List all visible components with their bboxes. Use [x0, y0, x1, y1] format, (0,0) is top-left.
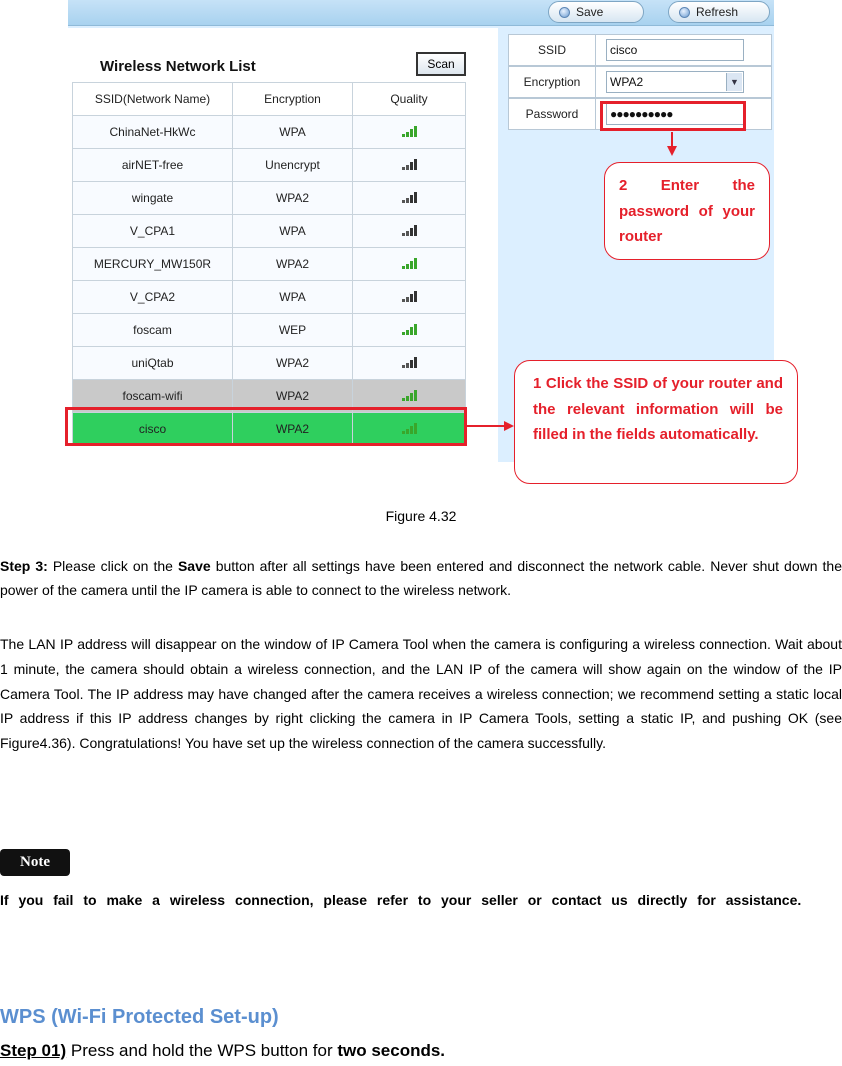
- refresh-button-label: Refresh: [696, 5, 739, 19]
- ssid-cell[interactable]: wingate: [73, 182, 233, 215]
- note-text: If you fail to make a wireless connection, please refer to your seller or contact us directly for assistance.: [0, 892, 802, 908]
- encryption-cell: WPA2: [233, 380, 353, 413]
- step3-label: Step 3:: [0, 558, 48, 574]
- ssid-label: SSID: [508, 34, 596, 66]
- encryption-cell: WPA2: [233, 347, 353, 380]
- encryption-cell: WEP: [233, 314, 353, 347]
- ssid-cell[interactable]: foscam: [73, 314, 233, 347]
- encryption-selected-value: WPA2: [610, 75, 644, 89]
- ssid-cell[interactable]: ChinaNet-HkWc: [73, 116, 233, 149]
- chevron-down-icon: ▼: [726, 73, 742, 91]
- encryption-cell: WPA2: [233, 182, 353, 215]
- scan-button[interactable]: Scan: [416, 52, 466, 76]
- wps-heading: WPS (Wi-Fi Protected Set-up): [0, 1006, 279, 1028]
- ssid-cell[interactable]: foscam-wifi: [73, 380, 233, 413]
- encryption-cell: WPA2: [233, 248, 353, 281]
- encryption-cell: WPA2: [233, 413, 353, 446]
- ssid-cell[interactable]: cisco: [73, 413, 233, 446]
- arrow-down-icon: [667, 146, 677, 156]
- ssid-cell[interactable]: airNET-free: [73, 149, 233, 182]
- wps-step01-label: Step 01): [0, 1041, 67, 1060]
- step3-text-a: Please click on the: [47, 558, 178, 574]
- note-badge: Note: [0, 849, 70, 876]
- step3-save-word: Save: [177, 558, 211, 574]
- encryption-cell: Unencrypt: [233, 149, 353, 182]
- figure-caption: Figure 4.32: [385, 508, 457, 524]
- column-header-quality: Quality: [353, 83, 466, 116]
- encryption-cell: WPA: [233, 281, 353, 314]
- ssid-cell[interactable]: V_CPA2: [73, 281, 233, 314]
- wps-step01: [0, 1041, 445, 1061]
- wps-step01-text: Press and hold the WPS button for: [66, 1041, 338, 1060]
- wps-step01-bold: two seconds.: [337, 1041, 446, 1060]
- step3-text-b: button after all settings have been entered and disconnect the network cable. Never shut down the power of the camera until the IP camera is able to connect to the wireless network.: [0, 558, 842, 598]
- encryption-label: Encryption: [508, 66, 596, 98]
- column-header-encryption: Encryption: [233, 83, 353, 116]
- column-header-ssid: SSID(Network Name): [73, 83, 233, 116]
- save-button-label: Save: [576, 5, 604, 19]
- password-input[interactable]: ●●●●●●●●●●: [606, 103, 744, 125]
- callout-step2: 2 Enter the password of your router: [604, 162, 770, 260]
- arrow-right-icon: [504, 421, 514, 431]
- ssid-cell[interactable]: MERCURY_MW150R: [73, 248, 233, 281]
- step3-paragraph: [0, 554, 842, 602]
- encryption-cell: WPA: [233, 116, 353, 149]
- ssid-input[interactable]: cisco: [606, 39, 744, 61]
- lan-ip-paragraph: The LAN IP address will disappear on the window of IP Camera Tool when the camera is configuring a wireless connection. Wait about 1 minute, the camera should obtain a wireless connection, and the LAN IP of the camera will show again on the window of the IP Camera Tool. The IP address may have changed after the camera receives a wireless connection; we recommend setting a static local IP address if this IP address changes by right clicking the camera in IP Camera Tools, setting a static IP, and pushing OK (see Figure4.36). Congratulations! You have set up the wireless connection of the camera successfully.: [0, 636, 842, 752]
- password-label: Password: [508, 98, 596, 130]
- encryption-cell: WPA: [233, 215, 353, 248]
- wireless-list-title: Wireless Network List: [100, 58, 256, 75]
- ssid-cell[interactable]: V_CPA1: [73, 215, 233, 248]
- callout-step1: 1 Click the SSID of your router and the relevant information will be filled in the fields automatically.: [514, 360, 798, 484]
- ssid-cell[interactable]: uniQtab: [73, 347, 233, 380]
